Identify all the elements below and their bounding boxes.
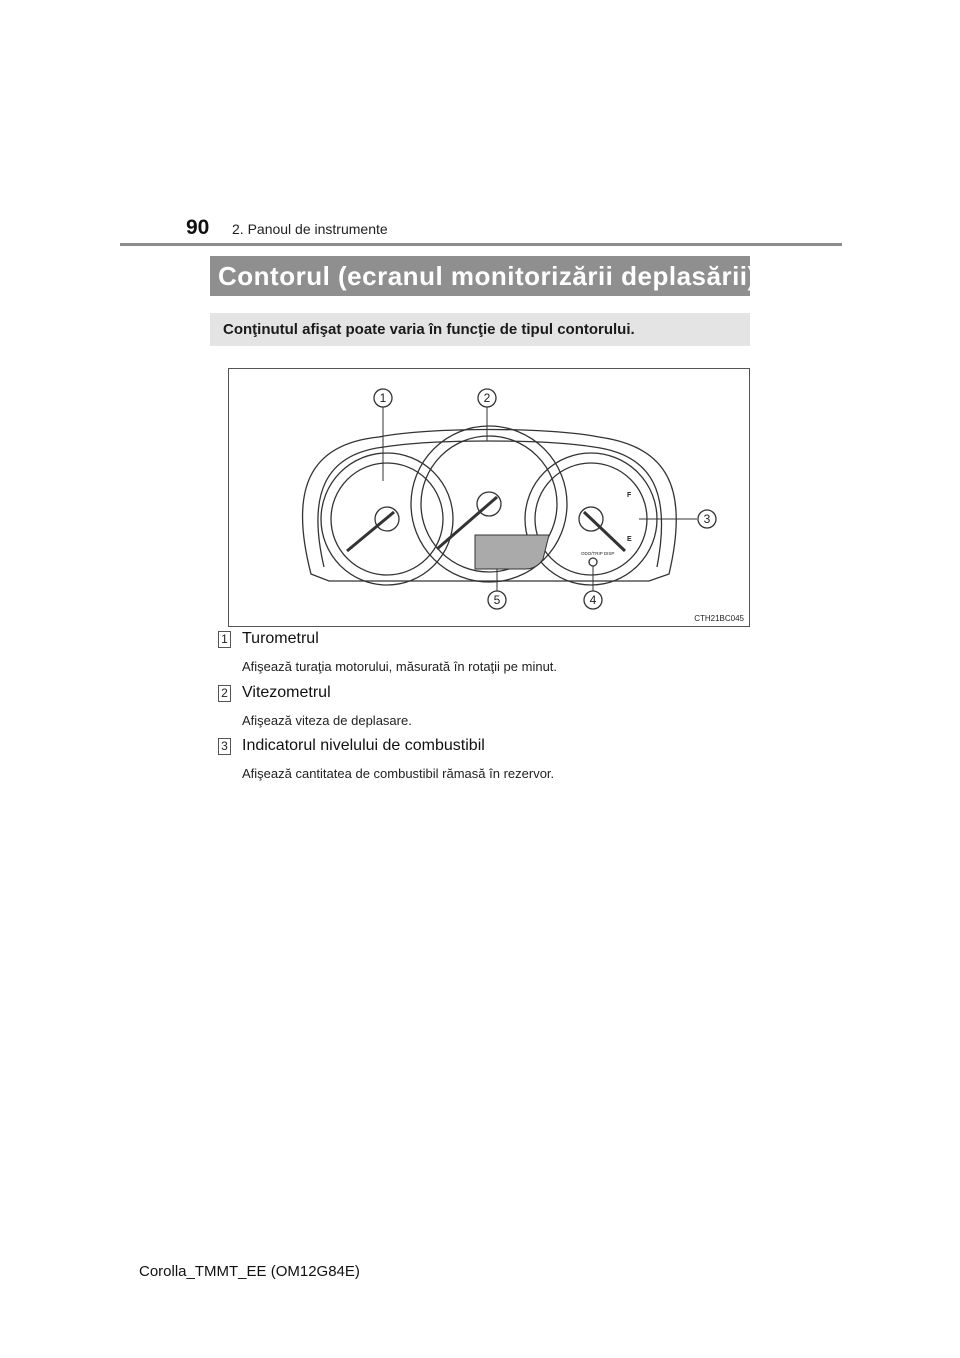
footer-model-code: Corolla_TMMT_EE (OM12G84E) [139,1263,360,1280]
note-text: Conţinutul afişat poate varia în funcţie de tipul contorului. [223,321,635,338]
item-title: Indicatorul nivelului de combustibil [242,737,485,754]
instrument-cluster-illustration [229,369,749,626]
page-number: 90 [186,216,210,239]
item-title: Turometrul [242,630,319,647]
section-title: Contorul (ecranul monitorizării deplasării) [218,260,757,291]
chapter-title: 2. Panoul de instrumente [232,221,388,237]
figure-code: CTH21BC045 [694,614,744,623]
fuel-full-label: F [627,492,632,499]
item-description: Afişează cantitatea de combustibil rămasă în rezervor. [242,766,555,781]
callout-3: 3 [703,512,711,526]
section-banner [210,256,757,296]
item-number-badge: 1 [218,631,231,648]
odo-trip-label: ODO/TRIP DISP [581,551,615,556]
odo-trip-button [589,558,597,566]
item-title: Vitezometrul [242,684,331,701]
item-description: Afişează viteza de deplasare. [242,713,412,728]
note-box [210,313,750,346]
item-description: Afişează turaţia motorului, măsurată în rotaţii pe minut. [242,659,558,674]
header-divider [120,243,842,246]
callout-2: 2 [483,391,491,405]
item-number-badge: 3 [218,738,231,755]
fuel-empty-label: E [627,536,632,543]
item-number-badge: 2 [218,685,231,702]
multi-information-display [475,535,549,569]
callout-4: 4 [589,593,597,607]
instrument-cluster-figure [228,368,750,627]
callout-1: 1 [379,391,387,405]
callout-5: 5 [493,593,501,607]
